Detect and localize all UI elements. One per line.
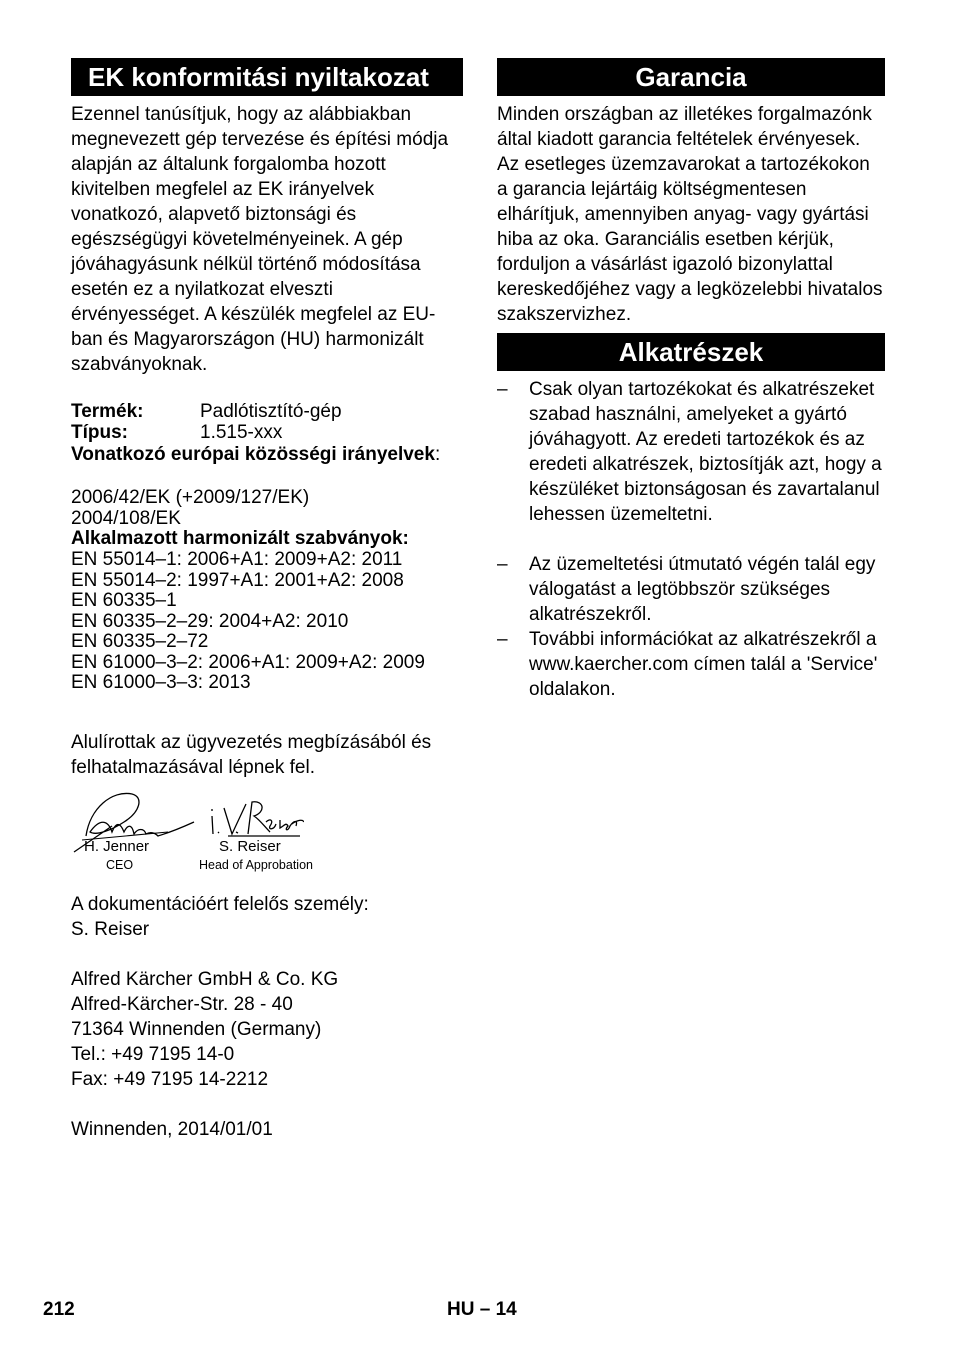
type-value: 1.515-xxx (200, 422, 283, 443)
address-line-3: 71364 Winnenden (Germany) (71, 1019, 322, 1040)
bullet-dash: – (497, 629, 508, 650)
section-label: HU – 14 (447, 1299, 517, 1320)
standard-7: EN 61000–3–3: 2013 (71, 672, 251, 693)
signer-1-role: CEO (106, 858, 134, 872)
signatories-text: Alulírottak az ügyvezetés megbízásából és felhatalmazásával lépnek fel. (71, 732, 432, 778)
standards-label: Alkalmazott harmonizált szabványok: (71, 528, 409, 549)
doc-responsible-name: S. Reiser (71, 919, 150, 940)
directives-colon: : (434, 444, 441, 465)
parts-bullet-text: Csak olyan tartozékokat és alkatrészeket szabad használni, amelyeket a gyártó jóváhagyott. Az eredeti tartozékok és az eredeti alkatrészek, biztosítják azt, hogy a készüléket biztonságosan és zavartalanul lehessen üzemeltetni. (529, 379, 882, 525)
standard-6: EN 61000–3–2: 2006+A1: 2009+A2: 2009 (71, 652, 425, 673)
parts-bullet-1 (497, 377, 885, 527)
directive-2: 2004/108/EK (71, 508, 181, 529)
warranty-text: Minden országban az illetékes forgalmazónk által kiadott garancia feltételek érvényesek. Az esetleges üzemzavarokat a tartozékokon a garancia lejártáig költségmentesen elhárítjuk, amennyiben anyag- vagy gyártási hiba az oka. Garanciális esetben kérjük, forduljon a vásárlást igazoló bizonylattal kereskedőjéhez vagy a legközelebbi hivatalos szakszervizhez. (497, 104, 883, 325)
bullet-dash: – (497, 554, 508, 575)
parts-heading: Alkatrészek (497, 333, 885, 371)
product-value: Padlótisztító-gép (200, 401, 342, 422)
declaration-intro: Ezennel tanúsítjuk, hogy az alábbiakban megnevezett gép tervezése és építési módja alapján az általunk forgalomba hozott kivitelben megfelel az EK irányelvek vonatkozó, alapvető biztonsági és egészségügyi követelményeinek. A gép jóváhagyásunk nélkül történő módosítása esetén ez a nyilatkozat elveszti érvényességet. A készülék megfelel az EU-ban és Magyarországon (HU) harmonizált szabványoknak. (71, 104, 449, 375)
bullet-dash: – (497, 379, 508, 400)
standard-3: EN 60335–1 (71, 590, 177, 611)
directives-label (71, 442, 456, 467)
doc-responsible-label: A dokumentációért felelős személy: (71, 894, 369, 915)
declaration-heading: EK konformitási nyiltakozat (71, 58, 463, 96)
address-fax: Fax: +49 7195 14-2212 (71, 1069, 269, 1090)
signer-2-name: S. Reiser (219, 838, 281, 855)
directives-label-text: Vonatkozó európai közösségi irányelvek (71, 444, 435, 465)
type-label: Típus: (71, 422, 128, 443)
warranty-heading: Garancia (497, 58, 885, 96)
parts-bullet-2 (497, 552, 885, 627)
product-label: Termék: (71, 401, 144, 422)
directive-1: 2006/42/EK (+2009/127/EK) (71, 487, 310, 508)
place-date: Winnenden, 2014/01/01 (71, 1119, 273, 1140)
standard-1: EN 55014–1: 2006+A1: 2009+A2: 2011 (71, 549, 403, 570)
parts-bullet-3 (497, 627, 885, 702)
signer-2-role: Head of Approbation (199, 858, 313, 872)
address-line-1: Alfred Kärcher GmbH & Co. KG (71, 969, 339, 990)
address-line-2: Alfred-Kärcher-Str. 28 - 40 (71, 994, 293, 1015)
type-row (71, 423, 463, 444)
parts-bullet-text: További információkat az alkatrészekről a www.kaercher.com címen talál a 'Service' oldalakon. (529, 629, 878, 700)
standard-2: EN 55014–2: 1997+A1: 2001+A2: 2008 (71, 570, 404, 591)
signer-1-name: H. Jenner (84, 838, 150, 855)
standard-4: EN 60335–2–29: 2004+A2: 2010 (71, 611, 349, 632)
standard-5: EN 60335–2–72 (71, 631, 209, 652)
parts-bullet-text: Az üzemeltetési útmutató végén talál egy válogatást a legtöbbször szükséges alkatrészekről. (529, 554, 876, 625)
page-number: 212 (43, 1299, 75, 1320)
signature-reiser (208, 796, 304, 840)
address-phone: Tel.: +49 7195 14-0 (71, 1044, 235, 1065)
product-row (71, 402, 463, 423)
